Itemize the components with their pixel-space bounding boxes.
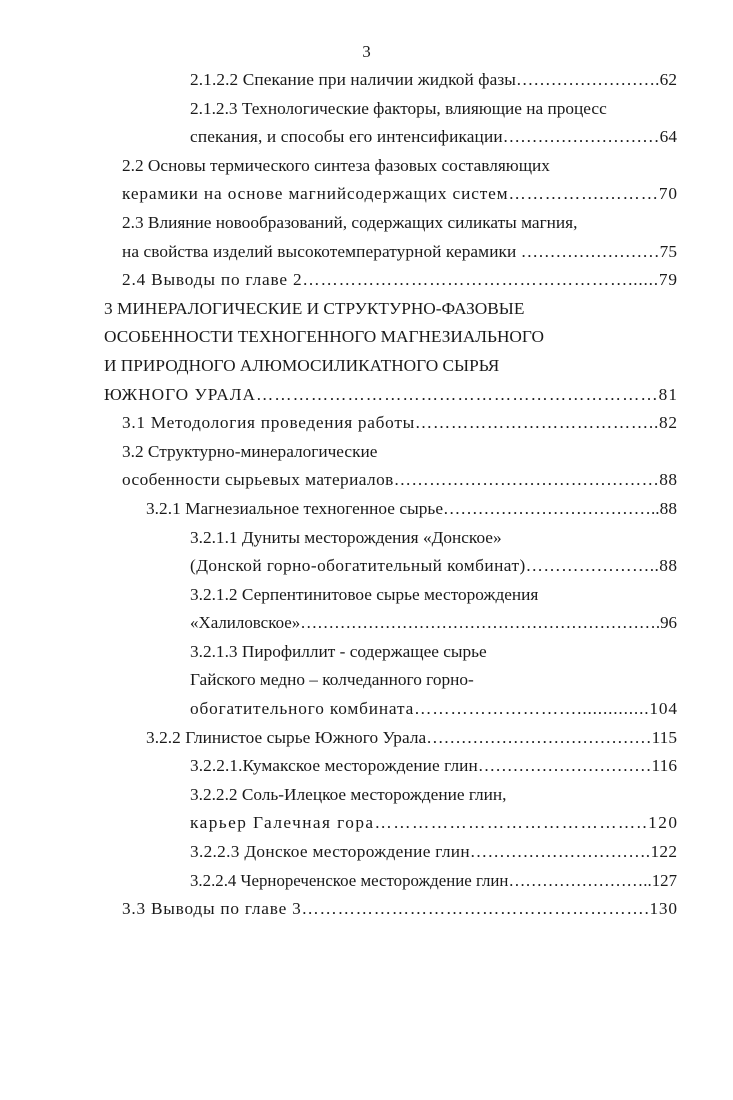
toc-entry-3-2-1-2-cont: «Халиловское»……………………………………………………….96 — [190, 613, 677, 633]
toc-entry-3-2-1-1: 3.2.1.1 Дуниты месторождения «Донское» — [190, 527, 502, 547]
toc-entry-3-2-1-3: 3.2.1.3 Пирофиллит - содержащее сырье — [190, 641, 487, 661]
toc-line — [0, 295, 733, 324]
toc-entry-2-2: 2.2 Основы термического синтеза фазовых составляющих — [122, 155, 550, 175]
toc-line — [0, 867, 733, 896]
toc-entry-2-4: 2.4 Выводы по главе 2………………………………………………......79 — [122, 270, 678, 290]
toc-line — [0, 152, 733, 181]
toc-line — [0, 581, 733, 610]
toc-line — [0, 95, 733, 124]
toc-line — [0, 609, 733, 638]
toc-entry-3-2-cont: особенности сырьевых материалов………………………………………88 — [122, 470, 678, 490]
toc-line — [0, 209, 733, 238]
toc-line — [0, 238, 733, 267]
toc-entry-3-2: 3.2 Структурно-минералогические — [122, 441, 378, 461]
toc-entry-2-1-2-3-cont: спекания, и способы его интенсификации………………………64 — [190, 127, 678, 147]
toc-line — [0, 123, 733, 152]
toc-entry-3-2-2-2-cont: карьер Галечная гора……………………………………..120 — [190, 813, 679, 833]
table-of-contents — [0, 66, 733, 924]
toc-entry-3-3: 3.3 Выводы по главе 3………………………………………………….130 — [122, 899, 678, 919]
toc-entry-3-2-1-3-cont: обогатительного комбината………………………..............104 — [190, 699, 678, 719]
toc-line — [0, 180, 733, 209]
toc-entry-3-cont: ОСОБЕННОСТИ ТЕХНОГЕННОГО МАГНЕЗИАЛЬНОГО — [104, 327, 544, 347]
toc-line — [0, 752, 733, 781]
toc-line — [0, 524, 733, 553]
toc-entry-3-cont: И ПРИРОДНОГО АЛЮМОСИЛИКАТНОГО СЫРЬЯ — [104, 355, 500, 375]
toc-line — [0, 352, 733, 381]
toc-entry-2-3: 2.3 Влияние новообразований, содержащих силикаты магния, — [122, 212, 578, 232]
toc-entry-2-2-cont: керамики на основе магнийсодержащих систем…………….………70 — [122, 184, 678, 204]
toc-line — [0, 438, 733, 467]
toc-entry-3-2-1-1-cont: (Донской горно-обогатительный комбинат)…………………..88 — [190, 556, 678, 576]
toc-entry-3-cont: ЮЖНОГО УРАЛА…………………………………………………………81 — [104, 384, 679, 404]
page-number: 3 — [362, 42, 371, 61]
toc-line — [0, 895, 733, 924]
toc-entry-3-2-2-3: 3.2.2.3 Донское месторождение глин………………………….122 — [190, 842, 678, 862]
toc-entry-3: 3 МИНЕРАЛОГИЧЕСКИЕ И СТРУКТУРНО-ФАЗОВЫЕ — [104, 298, 525, 318]
toc-line — [0, 66, 733, 95]
toc-entry-3-1: 3.1 Методология проведения работы…………………………………..82 — [122, 413, 678, 433]
toc-entry-2-1-2-3: 2.1.2.3 Технологические факторы, влияющие на процесс — [190, 98, 607, 118]
toc-entry-2-3-cont: на свойства изделий высокотемпературной керамики ……………………75 — [122, 241, 678, 261]
toc-entry-3-2-2-2: 3.2.2.2 Соль-Илецкое месторождение глин, — [190, 784, 507, 804]
toc-line — [0, 724, 733, 753]
toc-line — [0, 266, 733, 295]
toc-entry-3-2-1-3-cont: Гайского медно – колчеданного горно- — [190, 670, 474, 690]
toc-line — [0, 495, 733, 524]
toc-line — [0, 781, 733, 810]
toc-line — [0, 409, 733, 438]
toc-entry-3-2-1-2: 3.2.1.2 Серпентинитовое сырье месторождения — [190, 584, 539, 604]
toc-line — [0, 323, 733, 352]
toc-line — [0, 666, 733, 695]
toc-entry-3-2-1: 3.2.1 Магнезиальное техногенное сырье………………………………..88 — [146, 498, 678, 518]
toc-line — [0, 695, 733, 724]
toc-line — [0, 638, 733, 667]
toc-line — [0, 809, 733, 838]
toc-line — [0, 466, 733, 495]
toc-line — [0, 381, 733, 410]
toc-entry-3-2-2-4: 3.2.2.4 Чернореченское месторождение глин……………………..127 — [190, 870, 677, 890]
toc-line — [0, 838, 733, 867]
toc-entry-3-2-2-1: 3.2.2.1.Кумакское месторождение глин…………………………116 — [190, 756, 678, 776]
toc-line — [0, 552, 733, 581]
toc-entry-3-2-2: 3.2.2 Глинистое сырье Южного Урала…………………………………115 — [146, 727, 678, 747]
toc-entry-2-1-2-2: 2.1.2.2 Спекание при наличии жидкой фазы…………………….62 — [190, 70, 678, 89]
